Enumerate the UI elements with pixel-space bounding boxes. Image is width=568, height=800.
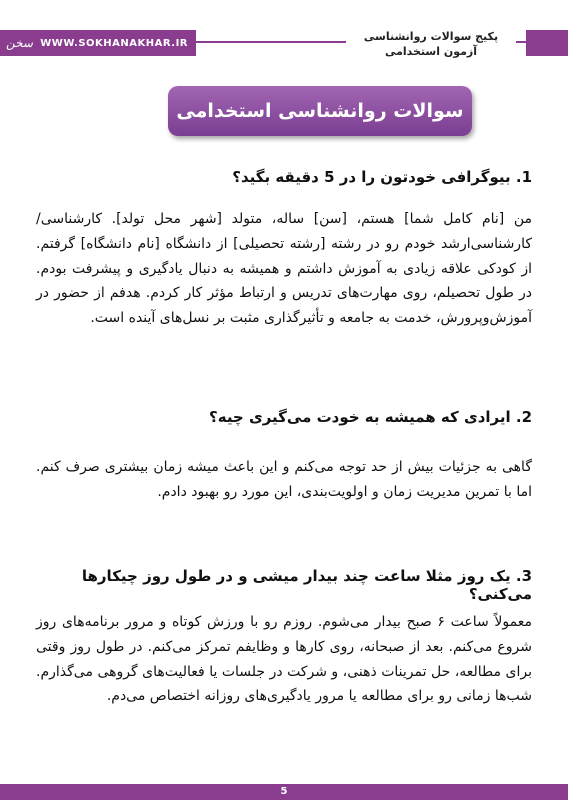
page-number: 5 <box>280 786 288 797</box>
header-accent <box>526 30 568 56</box>
header-title-line2: آزمون استخدامی <box>384 45 478 58</box>
answer-2: گاهی به جزئیات بیش از حد توجه می‌کنم و این باعث میشه زمان بیشتری صرف کنم. اما با تمرین مدیریت زمان و اولویت‌بندی، این مورد رو بهبود دادم. <box>36 459 532 500</box>
site-url: WWW.SOKHANAKHAR.IR <box>40 37 188 49</box>
answer-1: من [نام کامل شما] هستم، [سن] ساله، متولد [شهر محل تولد]. کارشناسی/کارشناسی‌ارشد خودم رو در رشته [رشته تحصیلی] از دانشگاه [نام دانشگاه] گرفتم. از کودکی علاقه زیادی به آموزش داشتم و همیشه به دنبال یادگیری و پیشرفت بودم. در طول تحصیلم، روی مهارت‌های تدریس و ارتباط مؤثر کار کردم. هدفم از حضور در آموزش‌وپرورش، خدمت به جامعه و تأثیرگذاری مثبت بر نسل‌های آینده است. <box>36 211 532 327</box>
question-3: 3. یک روز مثلا ساعت چند بیدار میشی و در طول روز چیکارها می‌کنی؟ <box>81 567 532 603</box>
page-header <box>0 30 568 56</box>
question-2: 2. ایرادی که همیشه به خودت می‌گیری چیه؟ <box>209 408 532 426</box>
section-title-banner <box>168 86 472 136</box>
question-1: 1. بیوگرافی خودتون را در 5 دقیقه بگید؟ <box>232 168 532 186</box>
site-logo: سخن <box>6 36 33 50</box>
site-banner <box>0 30 196 56</box>
section-title: سوالات روانشناسی استخدامی <box>176 100 464 122</box>
header-title-line1: پکیج سوالات روانشناسی <box>363 30 499 43</box>
page-footer <box>0 784 568 800</box>
answer-3: معمولاً ساعت ۶ صبح بیدار می‌شوم. روزم رو با ورزش کوتاه و مرور برنامه‌های روز شروع می‌کنم. بعد از صبحانه، روی کارها و وظایفم تمرکز می‌کنم. در طول روز وقتی برای مطالعه، حل تمرینات ذهنی، و شرکت در جلسات یا فعالیت‌های گروهی می‌گذارم. شب‌ها زمانی رو برای مطالعه یا مرور یادگیری‌های روزانه اختصاص می‌دم. <box>36 614 532 705</box>
header-title <box>346 27 516 63</box>
